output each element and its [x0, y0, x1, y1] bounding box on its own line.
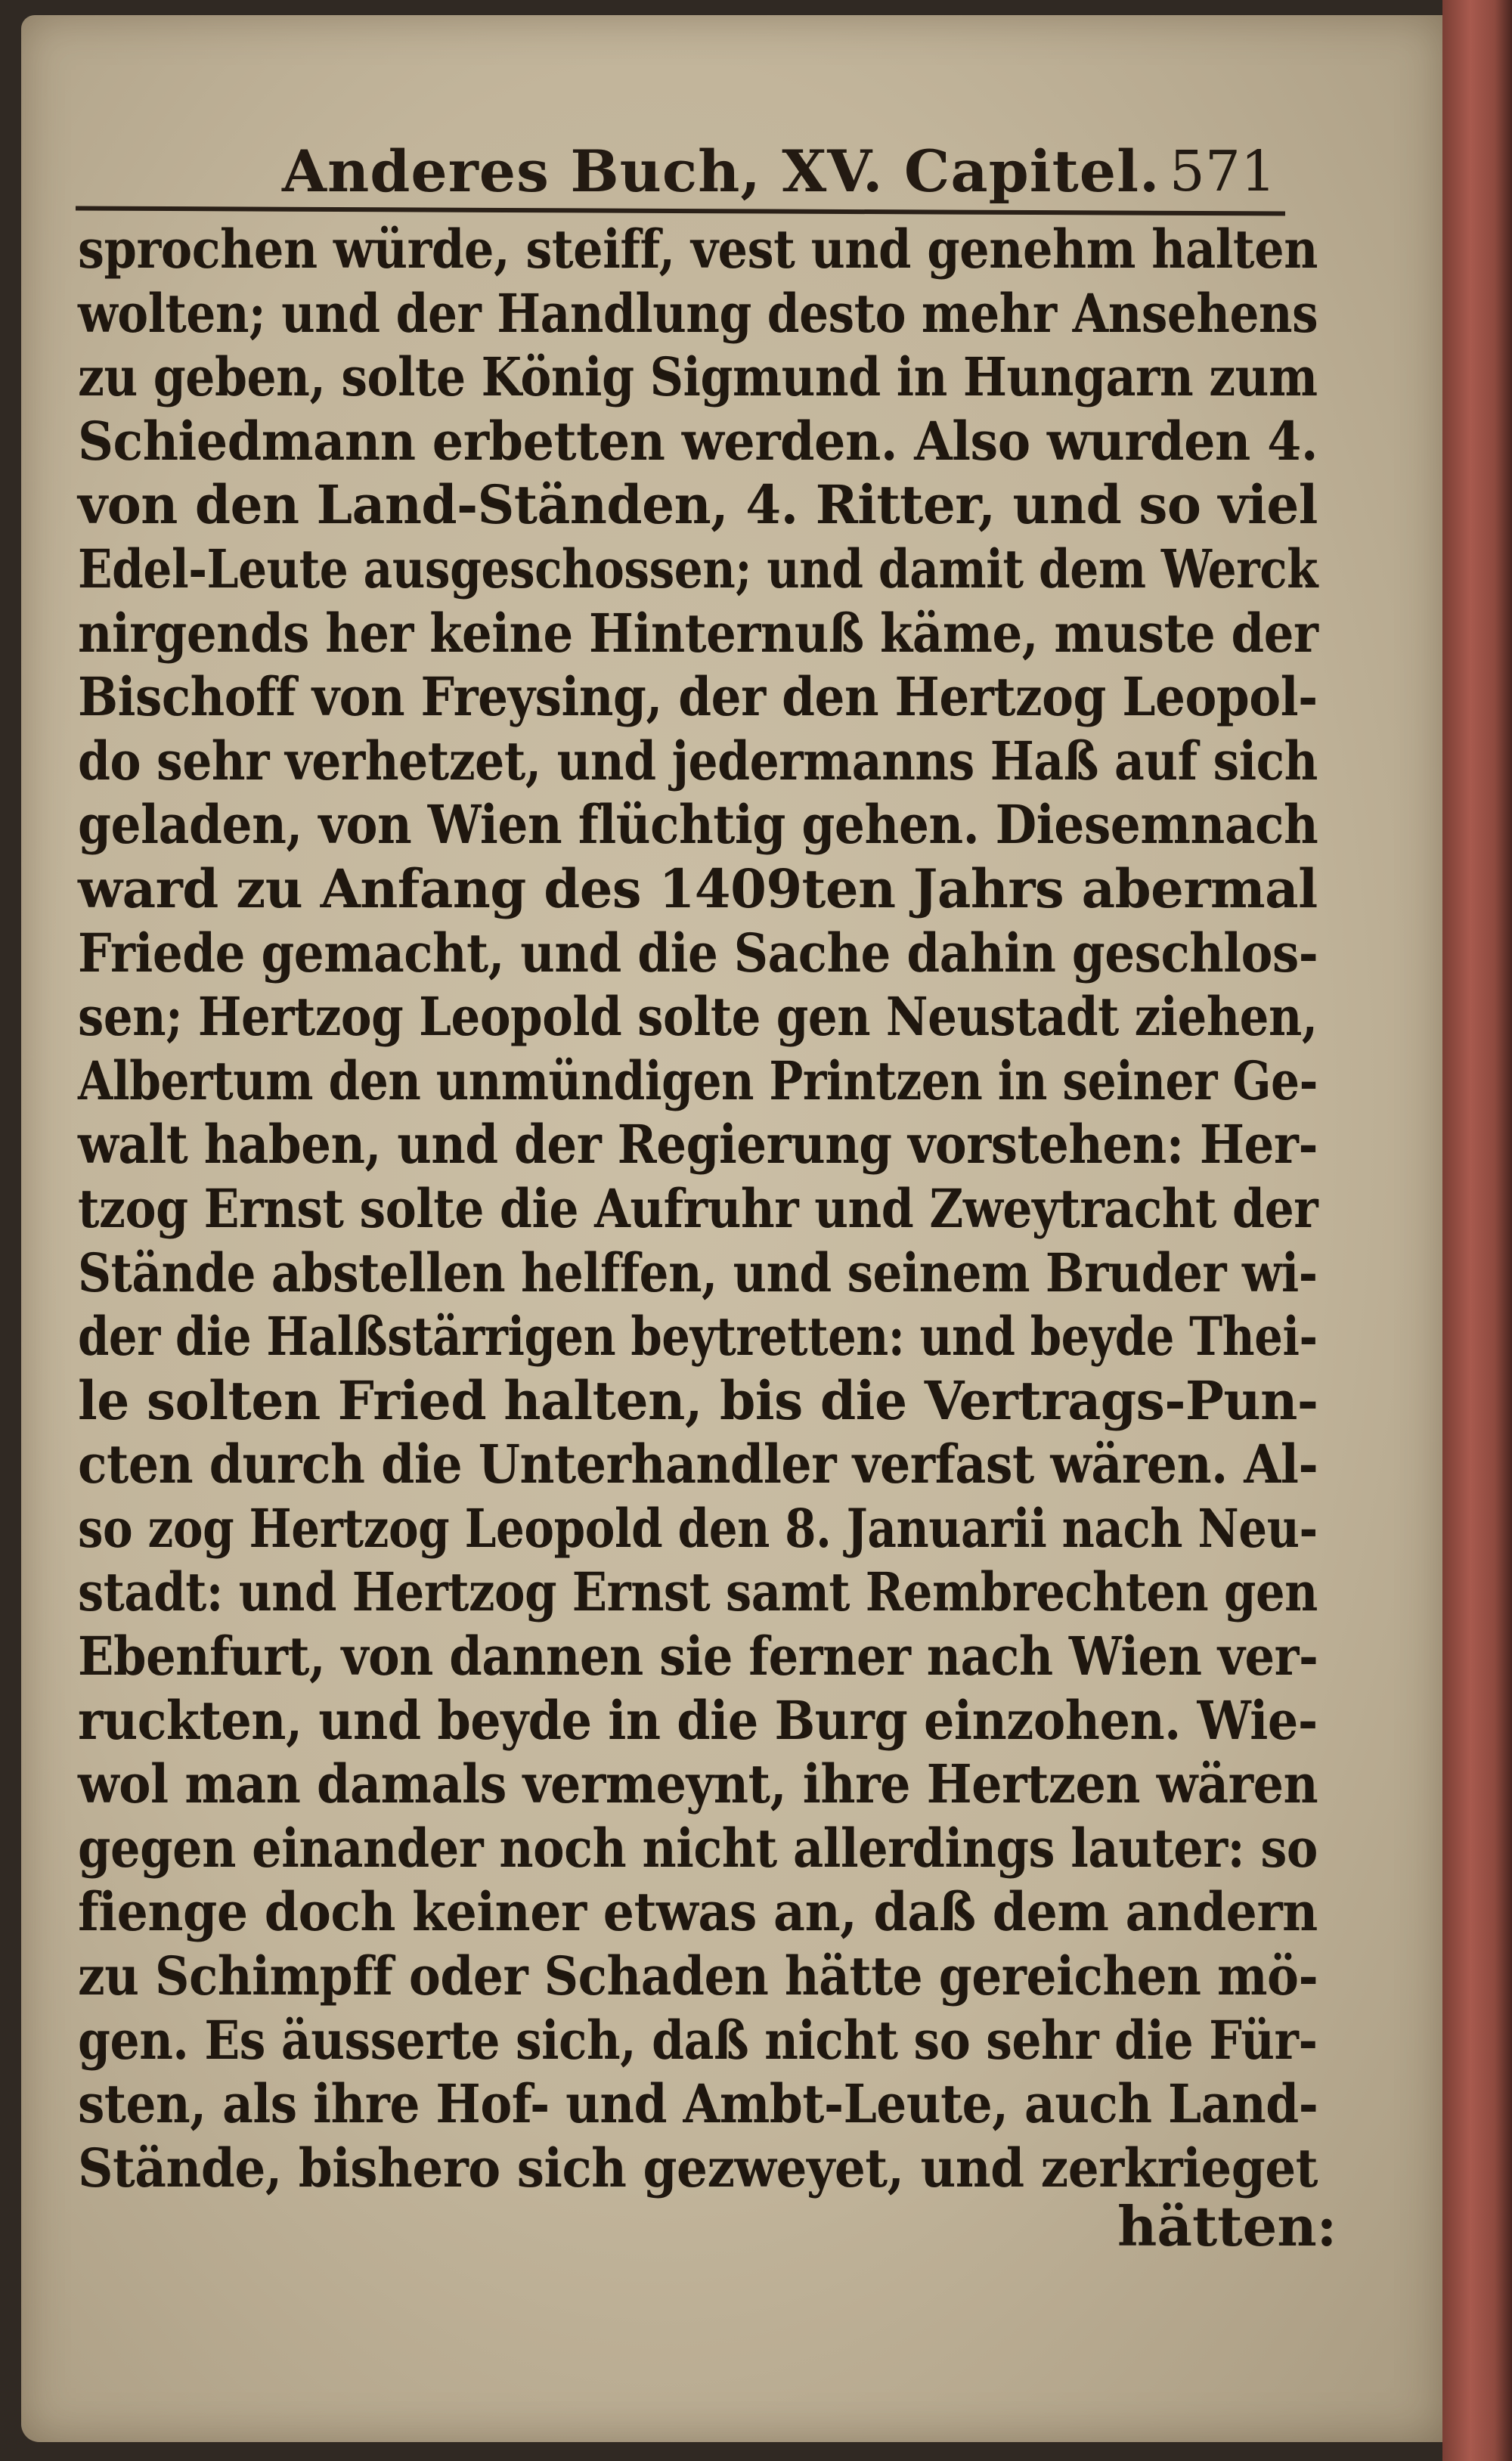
text-line: sprochen würde, steiff, vest und genehm halten — [78, 218, 1318, 281]
text-line: stadt: und Hertzog Ernst samt Rembrechten gen — [78, 1561, 1318, 1624]
text-line: sen; Hertzog Leopold solte gen Neustadt ziehen, — [78, 985, 1318, 1049]
text-line: walt haben, und der Regierung vorstehen: Her- — [78, 1113, 1318, 1176]
text-line: Edel-Leute ausgeschossen; und damit dem Werck — [78, 537, 1318, 600]
text-line: der die Halßstärrigen beytretten: und beyde Thei- — [78, 1305, 1318, 1368]
book-page — [21, 15, 1444, 2442]
text-line: ruckten, und beyde in die Burg einzohen. Wie- — [78, 1688, 1318, 1752]
catchword: hätten: — [1117, 2194, 1337, 2258]
text-line: Friede gemacht, und die Sache dahin geschlos- — [78, 921, 1318, 984]
text-line: Stände, bishero sich gezweyet, und zerkrieget — [78, 2136, 1318, 2199]
text-line: gegen einander noch nicht allerdings lauter: so — [78, 1816, 1318, 1880]
text-line: Stände abstellen helffen, und seinem Bruder wi- — [78, 1241, 1318, 1304]
text-line: le solten Fried halten, bis die Vertrags-Pun- — [78, 1368, 1318, 1432]
text-line: nirgends her keine Hinternuß käme, muste der — [78, 601, 1318, 665]
text-line: Albertum den unmündigen Printzen in seiner Ge- — [78, 1049, 1318, 1112]
text-line: geladen, von Wien flüchtig gehen. Diesemnach — [78, 793, 1318, 857]
text-line: fienge doch keiner etwas an, daß dem andern — [78, 1880, 1318, 1944]
text-line: tzog Ernst solte die Aufruhr und Zweytracht der — [78, 1176, 1318, 1240]
text-line: cten durch die Unterhandler verfast wären. Al- — [78, 1433, 1318, 1496]
text-line: Schiedmann erbetten werden. Also wurden 4. — [78, 409, 1318, 473]
body-text — [78, 218, 1318, 2200]
text-line: wol man damals vermeynt, ihre Hertzen wären — [78, 1753, 1318, 1816]
text-line: von den Land-Ständen, 4. Ritter, und so viel — [78, 473, 1318, 537]
page-header — [282, 130, 1291, 213]
text-line: wolten; und der Handlung desto mehr Ansehens — [78, 281, 1318, 345]
text-line: do sehr verhetzet, und jedermanns Haß auf sich — [78, 729, 1318, 792]
running-title: Anderes Buch, XV. Capitel. — [282, 138, 1160, 205]
text-line: so zog Hertzog Leopold den 8. Januarii nach Neu- — [78, 1496, 1318, 1560]
book-edge — [1442, 0, 1512, 2461]
text-line: Bischoff von Freysing, der den Hertzog Leopol- — [78, 665, 1318, 729]
page-number: 571 — [1169, 139, 1276, 204]
text-line: zu geben, solte König Sigmund in Hungarn zum — [78, 346, 1318, 409]
text-line: gen. Es äusserte sich, daß nicht so sehr die Für- — [78, 2008, 1318, 2072]
text-line: zu Schimpff oder Schaden hätte gereichen mö- — [78, 1945, 1318, 2008]
text-line: ward zu Anfang des 1409ten Jahrs abermal — [78, 857, 1318, 920]
text-line: Ebenfurt, von dannen sie ferner nach Wien ver- — [78, 1625, 1318, 1688]
text-line: sten, als ihre Hof- und Ambt-Leute, auch Land- — [78, 2072, 1318, 2136]
